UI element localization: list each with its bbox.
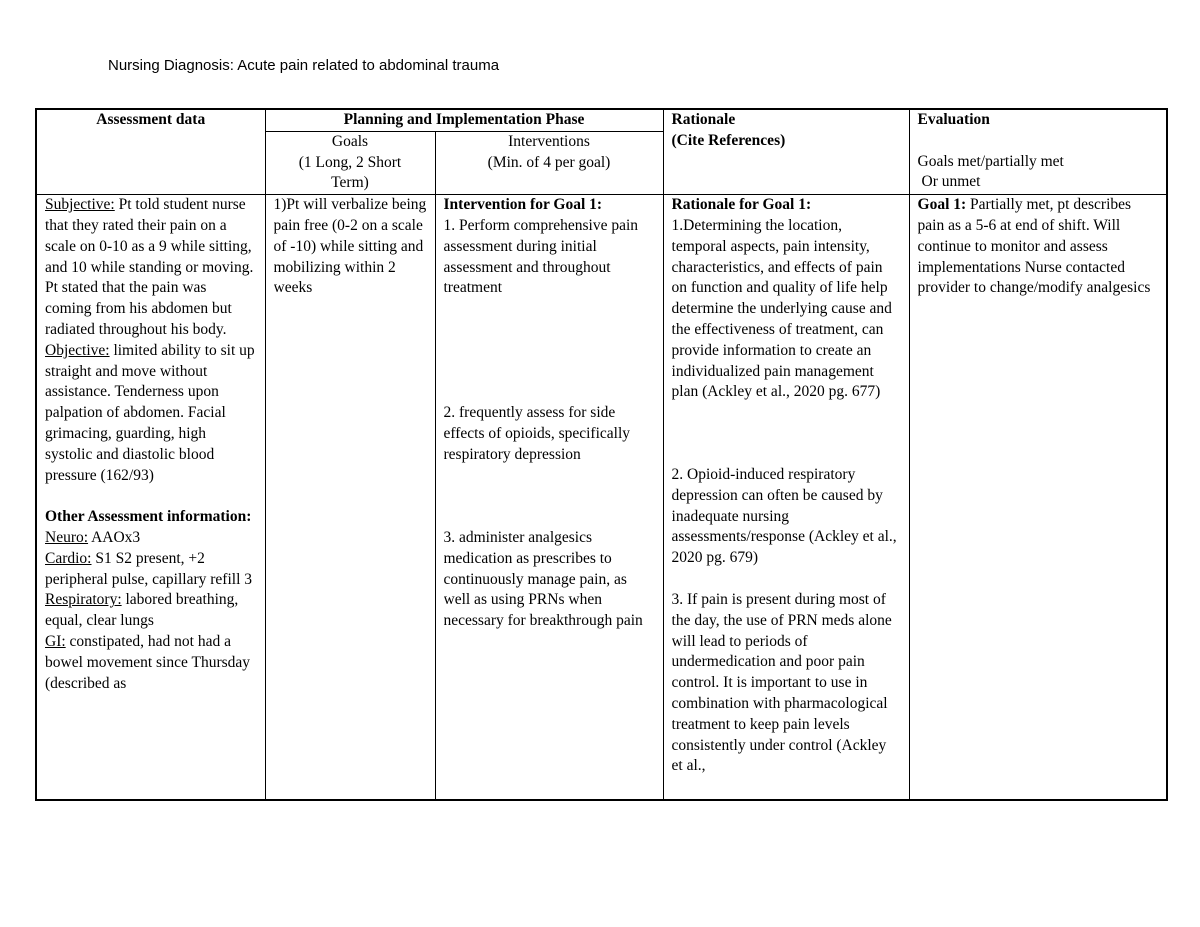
rationale-cell (663, 195, 909, 801)
evaluation-goal-label: Goal 1: (917, 196, 967, 214)
rationale-heading: Rationale for Goal 1: (671, 196, 812, 214)
assessment-header (36, 109, 265, 195)
assessment-cell (36, 195, 265, 801)
assessment-header-label: Assessment data (96, 111, 206, 128)
body-row (36, 195, 1167, 801)
gi-text: constipated, had not had a bowel movement since Thursday (described as (45, 632, 251, 692)
goals-header (265, 131, 435, 194)
gi-label: GI: (45, 632, 66, 650)
evaluation-goal-text: Partially met, pt describes pain as a 5-6 at end of shift. Will continue to monitor and assess implementations Nurse contacted provider to change/modify analgesics (917, 196, 1151, 297)
objective-text: limited ability to sit up straight and move without assistance. Tenderness upon palpation of abdomen. Facial grimacing, guarding, high systolic and diastolic blood pressure (162/93) (45, 341, 255, 484)
rationale-header (663, 109, 909, 195)
care-plan-table (35, 108, 1168, 801)
cardio-label: Cardio: (45, 549, 92, 567)
neuro-label: Neuro: (45, 528, 89, 546)
page-title: Nursing Diagnosis: Acute pain related to abdominal trauma (108, 57, 500, 74)
rationale-3: 3. If pain is present during most of the day, the use of PRN meds alone will lead to periods of undermedication and poor pain control. It is important to use in combination with pharmacological treatment to keep pain levels consistently under control (Ackley et al., (671, 590, 892, 775)
cardio-text: S1 S2 present, +2 peripheral pulse, capillary refill 3 (45, 549, 253, 588)
objective-label: Objective: (45, 341, 110, 359)
interventions-cell (435, 195, 663, 801)
subjective-label: Subjective: (45, 196, 115, 214)
header-row (36, 109, 1167, 131)
goals-sub-2: Term) (331, 174, 369, 192)
neuro-block (45, 528, 257, 549)
planning-header-label: Planning and Implementation Phase (343, 111, 585, 128)
goal-1-text: 1)Pt will verbalize being pain free (0-2 on a scale of -10) while sitting and mobilizing within 2 weeks (273, 196, 427, 297)
other-assessment-heading: Other Assessment information: (45, 508, 252, 526)
neuro-text: AAOx3 (88, 528, 141, 546)
rationale-2: 2. Opioid-induced respiratory depression can often be caused by inadequate nursing assessments/response (Ackley et al., 2020 pg. 679) (671, 465, 897, 567)
respiratory-text: labored breathing, equal, clear lungs (45, 591, 239, 630)
objective-block (45, 341, 257, 487)
respiratory-block (45, 590, 257, 632)
respiratory-label: Respiratory: (45, 591, 122, 609)
gi-block (45, 632, 257, 694)
evaluation-goal-1 (918, 195, 1159, 299)
intervention-2: 2. frequently assess for side effects of opioids, specifically respiratory depression (443, 403, 631, 463)
cite-references-label: (Cite References) (671, 131, 786, 149)
intervention-1: 1. Perform comprehensive pain assessment during initial assessment and throughout treatment (443, 216, 639, 297)
goals-header-label: Goals (331, 132, 369, 150)
rationale-header-label: Rationale (671, 111, 736, 128)
intervention-3: 3. administer analgesics medication as prescribes to continuously manage pain, as well as using PRNs when necessary for breakthrough pain (443, 528, 643, 630)
goals-cell (265, 195, 435, 801)
evaluation-header (909, 109, 1167, 195)
cardio-block (45, 549, 257, 591)
planning-header (265, 109, 663, 131)
evaluation-header-label: Evaluation (917, 111, 990, 128)
evaluation-cell (909, 195, 1167, 801)
intervention-heading: Intervention for Goal 1: (443, 196, 603, 214)
evaluation-sub-1: Goals met/partially met (917, 152, 1064, 170)
interventions-header-label: Interventions (508, 132, 590, 150)
subjective-text: Pt told student nurse that they rated their pain on a scale on 0-10 as a 9 while sitting, and 10 while standing or moving. Pt stated that the pain was coming from his abdomen but radiated throughout his body. (45, 196, 254, 338)
rationale-1: 1.Determining the location, temporal aspects, pain intensity, characteristics, and effects of pain on function and quality of life help determine the underlying cause and the effectiveness of treatment, can provide information to create an individualized pain management plan (Ackley et al., 2020 pg. 677) (671, 216, 892, 401)
interventions-sub: (Min. of 4 per goal) (487, 153, 611, 171)
goals-sub-1: (1 Long, 2 Short (298, 153, 402, 171)
evaluation-sub-2: Or unmet (921, 173, 981, 191)
subjective-block (45, 195, 257, 341)
interventions-header (435, 131, 663, 194)
